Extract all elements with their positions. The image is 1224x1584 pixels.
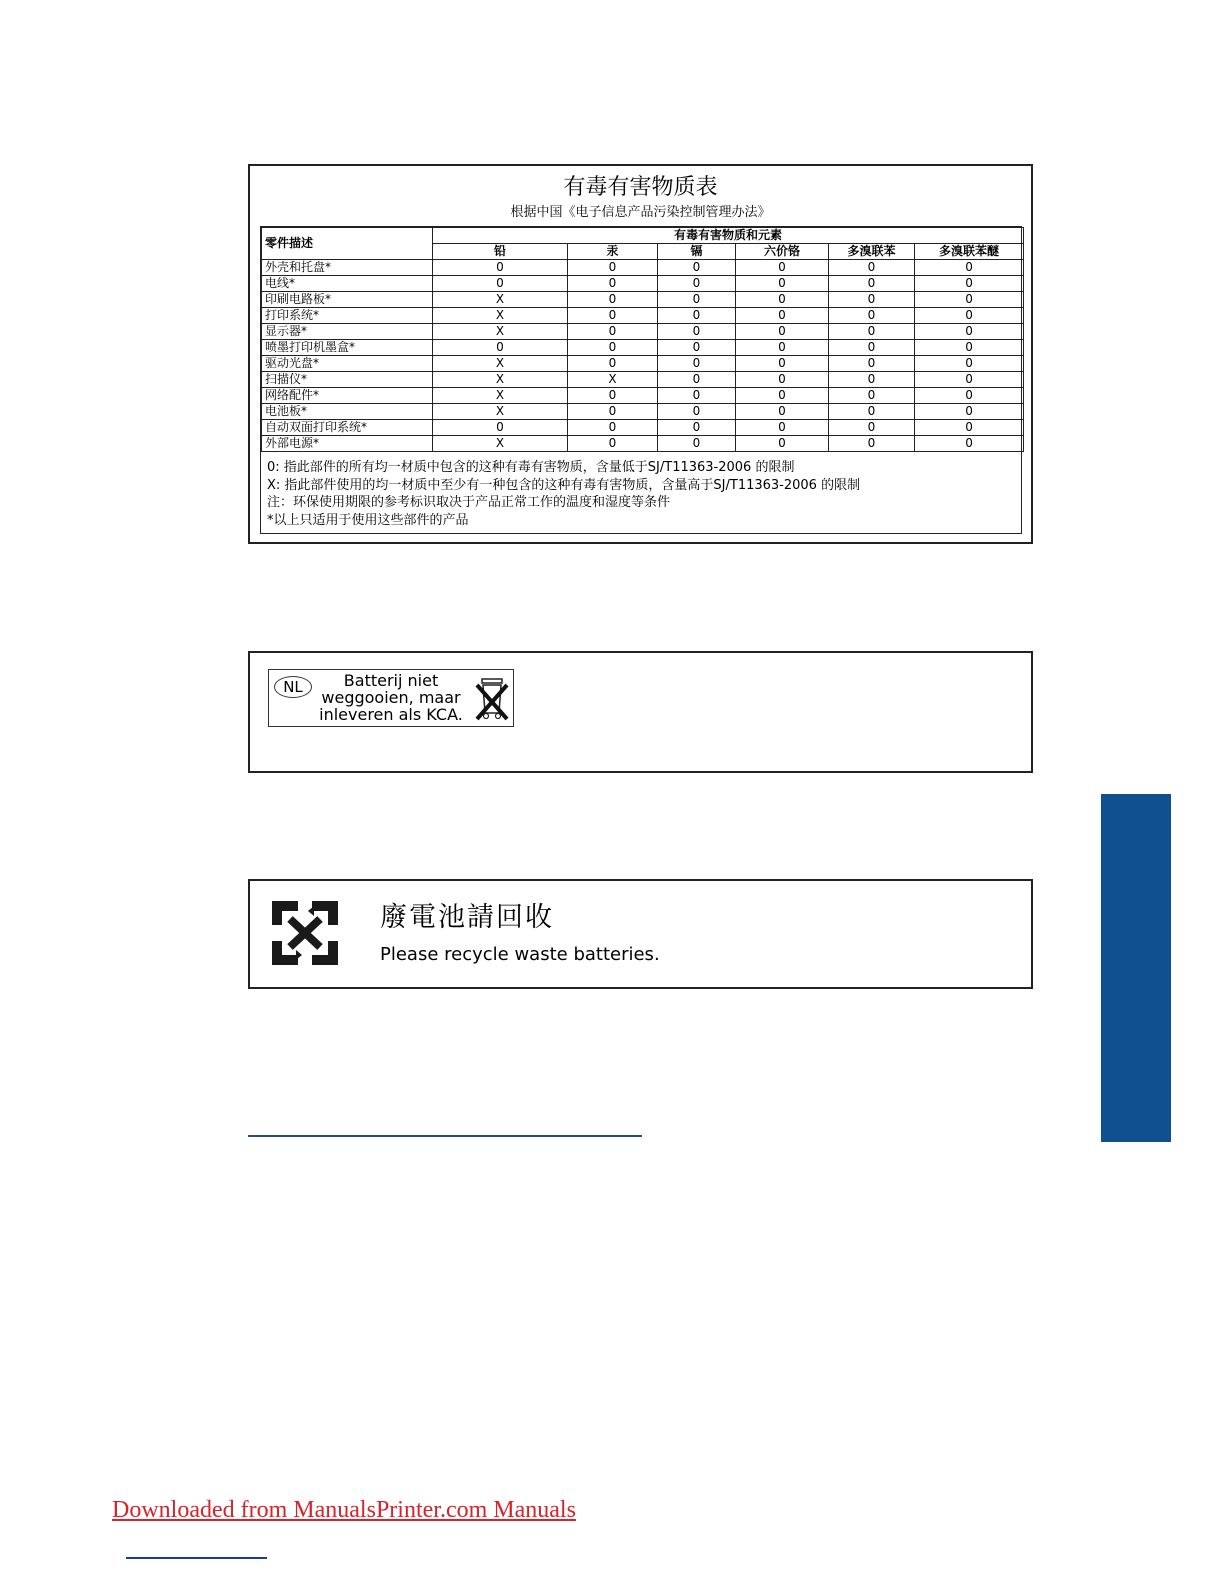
substance-value-cell: 0 [568,420,658,436]
substance-value-cell: 0 [915,404,1024,420]
substance-value-cell: 0 [915,324,1024,340]
substance-value-cell: 0 [568,436,658,452]
substance-value-cell: 0 [658,372,736,388]
substance-value-cell: 0 [829,292,915,308]
substance-value-cell: 0 [829,388,915,404]
part-name-cell: 外部电源* [262,436,433,452]
part-name-cell: 印刷电路板* [262,292,433,308]
substance-value-cell: 0 [658,276,736,292]
table-note: 注：环保使用期限的参考标识取决于产品正常工作的温度和湿度等条件 [267,495,671,510]
table-row [262,260,1024,276]
substance-value-cell: 0 [829,340,915,356]
part-name-cell: 扫描仪* [262,372,433,388]
substance-value-cell: 0 [915,372,1024,388]
kca-line-2: weggooien, maar [321,688,461,707]
table-row [262,340,1024,356]
table-row [262,308,1024,324]
substance-value-cell: 0 [568,292,658,308]
hazardous-substances-table-box [248,164,1033,544]
part-name-cell: 电线* [262,276,433,292]
substance-value-cell: 0 [915,260,1024,276]
substance-value-cell: X [433,404,568,420]
substance-group-header: 有毒有害物质和元素 [433,228,1024,244]
table-row [262,356,1024,372]
table-inner-frame [260,226,1022,534]
substance-value-cell: 0 [568,388,658,404]
table-row [262,292,1024,308]
substance-value-cell: 0 [568,276,658,292]
substance-value-cell: 0 [658,260,736,276]
substance-value-cell: 0 [829,420,915,436]
substance-value-cell: 0 [736,388,829,404]
battery-recycle-box-tw [248,879,1033,989]
substance-value-cell: 0 [829,276,915,292]
part-name-cell: 电池板* [262,404,433,420]
substance-value-cell: 0 [915,436,1024,452]
substance-value-cell: 0 [829,324,915,340]
substance-value-cell: 0 [433,276,568,292]
table-row [262,388,1024,404]
substance-column-header: 多溴联苯 [829,244,915,260]
substance-column-header: 镉 [658,244,736,260]
recycle-icon [268,897,342,969]
kca-label [268,669,514,727]
footer-download-link[interactable]: Downloaded from ManualsPrinter.com Manuals [112,1497,576,1523]
part-name-cell: 驱动光盘* [262,356,433,372]
table-row [262,420,1024,436]
substance-value-cell: 0 [736,292,829,308]
substance-value-cell: 0 [736,324,829,340]
crossed-out-bin-icon [475,675,509,723]
footer-underline [126,1557,267,1559]
battery-disposal-box-nl [248,651,1033,773]
substance-value-cell: X [433,372,568,388]
part-name-cell: 显示器* [262,324,433,340]
substance-value-cell: 0 [736,420,829,436]
part-name-cell: 网络配件* [262,388,433,404]
substance-value-cell: 0 [829,372,915,388]
substance-value-cell: 0 [433,420,568,436]
substance-value-cell: 0 [658,356,736,372]
table-row [262,324,1024,340]
recycle-text-zh: 廢電池請回收 [380,902,554,933]
substance-value-cell: 0 [658,436,736,452]
substance-value-cell: 0 [568,260,658,276]
substance-value-cell: 0 [658,340,736,356]
substance-column-header: 六价铬 [736,244,829,260]
substance-value-cell: 0 [736,436,829,452]
part-name-cell: 打印系统* [262,308,433,324]
table-row [262,404,1024,420]
substance-value-cell: 0 [568,308,658,324]
substance-value-cell: 0 [829,404,915,420]
table-title: 有毒有害物质表 [563,175,718,200]
substance-value-cell: 0 [568,324,658,340]
substance-value-cell: 0 [568,404,658,420]
substance-value-cell: 0 [433,340,568,356]
table-note: 0: 指此部件的所有均一材质中包含的这种有毒有害物质，含量低于SJ/T11363-2006 的限制 [267,460,795,475]
substance-value-cell: 0 [829,308,915,324]
substance-column-header: 铅 [433,244,568,260]
substance-value-cell: 0 [829,436,915,452]
part-name-cell: 外壳和托盘* [262,260,433,276]
substance-value-cell: 0 [658,292,736,308]
substance-value-cell: 0 [658,420,736,436]
substance-value-cell: 0 [915,388,1024,404]
table-notes [267,459,860,529]
substance-value-cell: 0 [915,276,1024,292]
substance-value-cell: 0 [736,260,829,276]
substance-column-header: 汞 [568,244,658,260]
substance-value-cell: X [433,356,568,372]
substance-value-cell: 0 [915,356,1024,372]
table-note: *以上只适用于使用这些部件的产品 [267,512,469,528]
substance-value-cell: 0 [915,308,1024,324]
reference-divider-line [248,1135,642,1137]
kca-line-1: Batterij niet [343,671,439,690]
country-code-badge: NL [274,676,312,698]
part-name-cell: 自动双面打印系统* [262,420,433,436]
substance-value-cell: 0 [658,388,736,404]
table-subtitle: 根据中国《电子信息产品污染控制管理办法》 [510,205,771,220]
substance-value-cell: 0 [658,308,736,324]
substance-value-cell: 0 [736,308,829,324]
substance-value-cell: 0 [433,260,568,276]
substance-value-cell: 0 [915,420,1024,436]
substance-value-cell: 0 [829,356,915,372]
substance-value-cell: 0 [829,260,915,276]
substance-value-cell: 0 [736,340,829,356]
substance-value-cell: 0 [736,372,829,388]
part-name-cell: 喷墨打印机墨盒* [262,340,433,356]
substance-value-cell: 0 [736,404,829,420]
substance-value-cell: X [433,308,568,324]
substance-value-cell: 0 [736,356,829,372]
substance-value-cell: X [433,436,568,452]
kca-text [313,672,469,723]
table-row [262,372,1024,388]
substance-value-cell: 0 [915,292,1024,308]
substance-value-cell: 0 [658,324,736,340]
table-row [262,276,1024,292]
table-row [262,436,1024,452]
table-note: X: 指此部件使用的均一材质中至少有一种包含的这种有毒有害物质，含量高于SJ/T11363-2006 的限制 [267,477,861,493]
substance-value-cell: 0 [568,356,658,372]
substance-column-header: 多溴联苯醚 [915,244,1024,260]
substance-value-cell: X [433,292,568,308]
part-column-header: 零件描述 [262,228,433,260]
substance-value-cell: X [433,324,568,340]
kca-line-3: inleveren als KCA. [319,705,463,724]
substance-value-cell: 0 [915,340,1024,356]
chapter-side-tab [1101,794,1171,1142]
substance-rows [262,260,1024,452]
substance-value-cell: X [433,388,568,404]
substance-value-cell: 0 [658,404,736,420]
substance-value-cell: 0 [568,340,658,356]
substances-table [261,227,1024,452]
substance-value-cell: X [568,372,658,388]
recycle-text-en: Please recycle waste batteries. [380,944,660,965]
substance-value-cell: 0 [736,276,829,292]
